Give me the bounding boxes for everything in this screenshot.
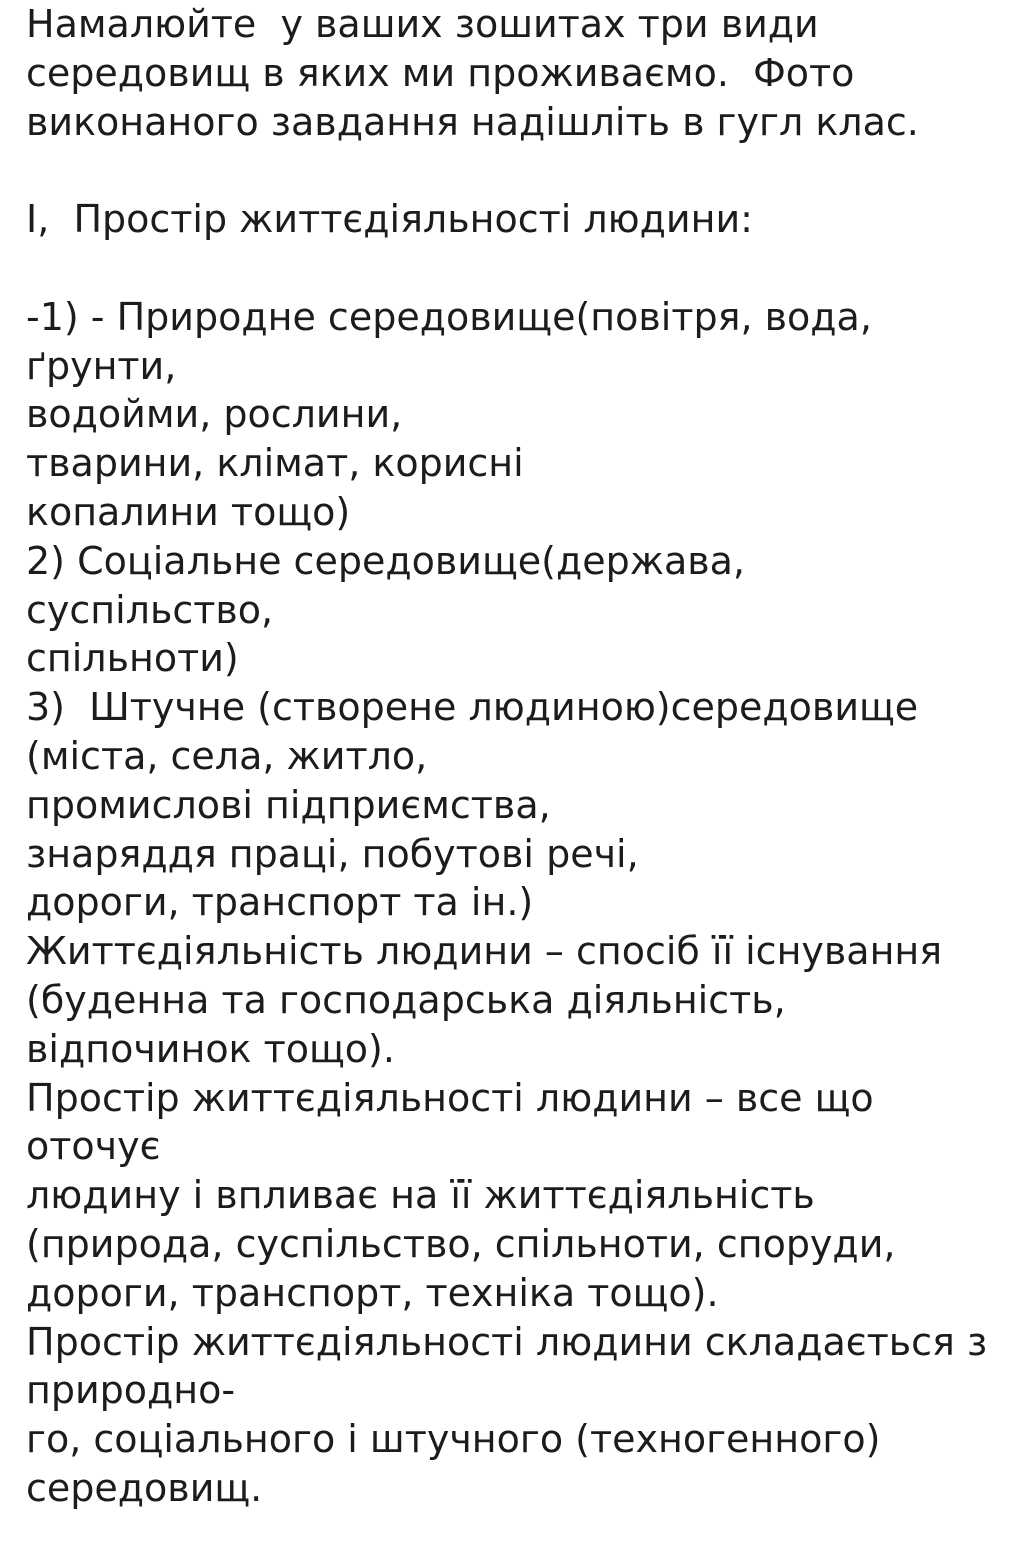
task-line: середовищ в яких ми проживаємо. Фото: [26, 50, 855, 95]
content-line: людину і впливає на її життєдіяльність: [26, 1173, 815, 1218]
content-line: спільноти): [26, 636, 239, 681]
content-line: дороги, транспорт та ін.): [26, 880, 534, 925]
content-line: ґрунти,: [26, 343, 177, 388]
content-line: (міста, села, житло,: [26, 733, 428, 778]
content-line: копалини тощо): [26, 489, 351, 534]
content-line: Життєдіяльність людини – спосіб її існування: [26, 929, 943, 974]
content-line: го, соціального і штучного (техногенного): [26, 1417, 881, 1462]
blank-line: [26, 244, 1016, 293]
content-line: Простір життєдіяльності людини складається з: [26, 1319, 988, 1364]
content-line: суспільство,: [26, 587, 274, 632]
task-line: Намалюйте у ваших зошитах три види: [26, 2, 819, 46]
content-line: -1) - Природне середовище(повітря, вода,: [26, 294, 872, 339]
content-line: тварини, клімат, корисні: [26, 441, 524, 486]
content-line: відпочинок тощо).: [26, 1026, 395, 1071]
content-line: (буденна та господарська діяльність,: [26, 977, 786, 1022]
task-line: виконаного завдання надішліть в гугл клас.: [26, 99, 919, 144]
content-line: дороги, транспорт, техніка тощо).: [26, 1270, 719, 1315]
section-heading: І, Простір життєдіяльності людини:: [26, 197, 753, 242]
content-line: середовищ.: [26, 1465, 263, 1510]
content-line: 3) Штучне (створене людиною)середовище: [26, 685, 919, 730]
content-line: знаряддя праці, побутові речі,: [26, 831, 639, 876]
document-text: [26, 0, 1016, 1513]
content-line: 2) Соціальне середовище(держава,: [26, 538, 745, 583]
content-line: (природа, суспільство, спільноти, споруди,: [26, 1221, 896, 1266]
blank-line: [26, 146, 1016, 195]
content-line: водойми, рослини,: [26, 392, 403, 437]
content-line: природно-: [26, 1368, 236, 1413]
content-line: Простір життєдіяльності людини – все що: [26, 1075, 874, 1120]
content-line: оточує: [26, 1124, 161, 1169]
content-line: промислові підприємства,: [26, 782, 551, 827]
